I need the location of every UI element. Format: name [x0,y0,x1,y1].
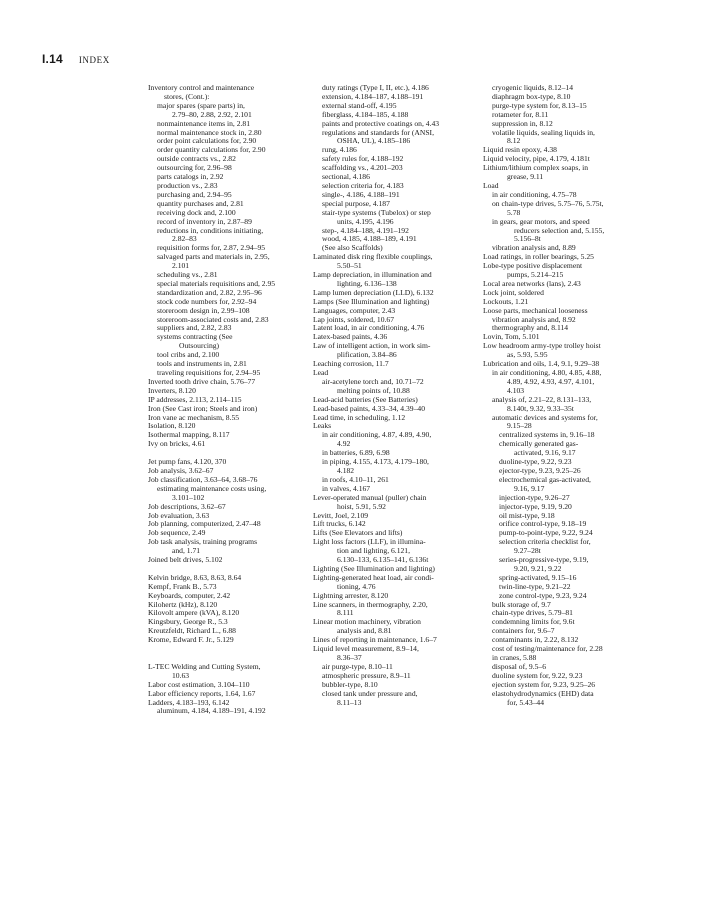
index-subentry: analysis and, 8.81 [337,626,392,636]
index-subentry: vibration analysis and, 8.89 [492,243,576,253]
index-subentry: elastohydrodynamics (EHD) data [492,688,594,698]
index-entry: Load [483,180,499,190]
index-subentry: 5.50–51 [337,261,362,271]
index-subentry: order quantity calculations for, 2.90 [157,145,266,155]
index-subentry: salvaged parts and materials in, 2.95, [157,252,270,262]
index-subentry: pump-to-point-type, 9.22, 9.24 [499,528,593,538]
index-subentry: production vs., 2.83 [157,180,218,190]
index-entry: Lamp lumen depreciation (LLD), 6.132 [313,287,434,297]
index-entry: Kingsbury, George R., 5.3 [148,617,228,627]
index-entry: Light loss factors (LLF), in illumina- [313,537,426,547]
index-entry: Joined belt drives, 5.102 [148,555,223,565]
index-entry: Liquid level measurement, 8.9–14, [313,644,419,654]
index-subentry: ejection system for, 9.23, 9.25–26 [492,679,596,689]
index-entry: Kilohertz (kHz), 8.120 [148,599,218,609]
index-entry: Lead time, in scheduling, 1.12 [313,412,406,422]
index-entry: IP addresses, 2.113, 2.114–115 [148,394,242,404]
index-subentry: 6.130–133, 6.135–141, 6.136t [337,555,429,565]
index-subentry: in batteries, 6.89, 6.98 [322,448,390,458]
index-entry: Lap joints, soldered, 10.67 [313,314,394,324]
index-entry: Iron vane ac mechanism, 8.55 [148,412,240,422]
index-subentry: tool cribs and, 2.100 [157,350,220,360]
index-subentry: plification, 3.84–86 [337,350,397,360]
index-subentry: reductions in, conditions initiating, [157,225,264,235]
index-entry: Lock joint, soldered [483,287,544,297]
index-subentry: thermography and, 8.114 [492,323,569,333]
index-entry: Krome, Edward F. Jr., 5.129 [148,635,234,645]
index-subentry: storeroom-associated costs and, 2.83 [157,314,269,324]
index-entry: Liquid resin epoxy, 4.38 [483,145,557,155]
index-entry: Latex-based paints, 4.36 [313,332,388,342]
index-entry: Kempf, Frank B., 5.73 [148,581,217,591]
index-subentry: atmospheric pressure, 8.9–11 [322,670,411,680]
index-subentry: selection criteria checklist for, [499,537,591,547]
index-subentry: duoline system for, 9.22, 9.23 [492,670,583,680]
index-subentry: in air conditioning, 4.87, 4.89, 4.90, [322,430,432,440]
index-subentry: air-acetylene torch and, 10.71–72 [322,376,424,386]
index-subentry: closed tank under pressure and, [322,688,418,698]
index-entry: Lamp depreciation, in illumination and [313,270,432,280]
index-entry: Load ratings, in roller bearings, 5.25 [483,252,594,262]
index-subentry: sectional, 4.186 [322,172,370,182]
index-entry: Linear motion machinery, vibration [313,617,421,627]
index-subentry: volatile liquids, sealing liquids in, [492,127,595,137]
index-entry: Local area networks (lans), 2.43 [483,278,581,288]
index-subentry: rotameter for, 8.11 [492,109,549,119]
index-entry: Job task analysis, training programs [148,537,258,547]
index-subentry: orifice control-type, 9.18–19 [499,519,587,529]
index-gap [148,645,303,654]
index-subentry: systems contracting (See [157,332,233,342]
index-entry: Lifts (See Elevators and lifts) [313,528,403,538]
index-entry: Levitt, Joel, 2.109 [313,510,369,520]
index-subentry: in cranes, 5.88 [492,653,537,662]
index-subentry: parts catalogs in, 2.92 [157,172,224,182]
index-subentry: reducers selection and, 5.155, [514,225,605,235]
index-subentry: duty ratings (Type I, II, etc.), 4.186 [322,83,429,92]
index-entry: Lamps (See Illumination and lighting) [313,296,430,306]
index-subentry: estimating maintenance costs using, [157,483,267,493]
index-subentry: ejector-type, 9.23, 9.25–26 [499,465,581,475]
index-subentry: selection criteria for, 4.183 [322,180,404,190]
index-subentry: major spares (spare parts) in, [157,100,245,110]
index-subentry: 8.12 [507,136,521,146]
index-subentry: bulk storage of, 9.7 [492,599,551,609]
index-column-1 [148,84,303,716]
index-subentry: OSHA, UL), 4.185–186 [337,136,411,146]
index-subentry: in piping, 4.155, 4.173, 4.179–180, [322,457,429,467]
index-subentry: centralized systems in, 9.16–18 [499,430,595,440]
index-subentry: stock code numbers for, 2.92–94 [157,296,257,306]
index-subentry: series-progressive-type, 9.19, [499,555,589,565]
index-subentry: contaminants in, 2.22, 8.132 [492,635,579,645]
index-subentry: special purpose, 4.187 [322,198,390,208]
index-column-2 [313,84,478,707]
index-subentry: (See also Scaffolds) [322,243,383,253]
index-subentry: tools and instruments in, 2.81 [157,359,247,369]
section-title: INDEX [78,55,110,65]
index-subentry: for, 5.43–44 [507,697,545,707]
index-subentry: twin-line-type, 9.21–22 [499,581,571,591]
index-subentry: lighting, 6.136–138 [337,278,397,288]
index-subentry: step-, 4.184–188, 4.191–192 [322,225,409,235]
index-subentry: external stand-off, 4.195 [322,100,397,110]
index-subentry: record of inventory in, 2.87–89 [157,216,252,226]
index-subentry: aluminum, 4.184, 4.189–191, 4.192 [157,706,266,716]
index-subentry: suppliers and, 2.82, 2.83 [157,323,232,333]
index-subentry: cost of testing/maintenance for, 2.28 [492,644,603,654]
index-entry: Job planning, computerized, 2.47–48 [148,519,261,529]
index-subentry: 9.27–28t [514,546,541,556]
index-subentry: wood, 4.185, 4.188–189, 4.191 [322,234,417,244]
index-entry: Kreutzfeldt, Richard L., 6.88 [148,626,236,636]
index-subentry: paints and protective coatings on, 4.43 [322,118,440,128]
index-subentry: 10.63 [172,670,190,680]
index-subentry: duoline-type, 9.22, 9.23 [499,457,572,467]
index-subentry: 5.156–8t [514,234,541,244]
index-subentry: 3.101–102 [172,492,205,502]
index-entry: Lift trucks, 6.142 [313,519,366,529]
index-subentry: automatic devices and systems for, [492,412,598,422]
index-entry: Lines of reporting in maintenance, 1.6–7 [313,635,437,645]
index-entry: Job sequence, 2.49 [148,528,206,538]
index-subentry: 9.15–28 [507,421,532,431]
index-subentry: 9.16, 9.17 [514,483,545,493]
index-subentry: activated, 9.16, 9.17 [514,448,576,458]
index-subentry: storeroom design in, 2.99–108 [157,305,250,315]
index-subentry: analysis of, 2.21–22, 8.131–133, [492,394,592,404]
index-subentry: 4.182 [337,465,355,475]
index-subentry: cryogenic liquids, 8.12–14 [492,83,573,92]
index-subentry: requisition forms for, 2.87, 2.94–95 [157,243,266,253]
index-subentry: zone control-type, 9.23, 9.24 [499,590,587,600]
index-subentry: containers for, 9.6–7 [492,626,555,636]
index-subentry: receiving dock and, 2.100 [157,207,236,217]
index-subentry: Outsourcing) [179,341,220,351]
index-subentry: 2.79–80, 2.88, 2.92, 2.101 [172,109,252,119]
index-subentry: order point calculations for, 2.90 [157,136,257,146]
index-entry: Lighting (See Illumination and lighting) [313,563,435,573]
index-subentry: outside contracts vs., 2.82 [157,154,236,164]
index-entry: Labor efficiency reports, 1.64, 1.67 [148,688,256,698]
index-subentry: injector-type, 9.19, 9.20 [499,501,572,511]
index-entry: Liquid velocity, pipe, 4.179, 4.181t [483,154,590,164]
page-number: I.14 [42,52,63,66]
index-subentry: melting points of, 10.88 [337,385,410,395]
index-subentry: 8.111 [337,608,354,618]
index-subentry: diaphragm box-type, 8.10 [492,91,571,101]
index-subentry: on chain-type drives, 5.75–76, 5.75t, [492,198,604,208]
index-entry: Lighting-generated heat load, air condi- [313,572,434,582]
index-entry: Inventory control and maintenance [148,83,255,92]
index-subentry: 8.11–13 [337,697,362,707]
index-entry: Latent load, in air conditioning, 4.76 [313,323,425,333]
index-subentry: 2.82–83 [172,234,197,244]
index-subentry: 2.101 [172,261,190,271]
index-subentry: units, 4.195, 4.196 [337,216,394,226]
index-entry: Lever-operated manual (puller) chain [313,492,427,502]
index-entry: Inverted tooth drive chain, 5.76–77 [148,376,256,386]
page-header [42,52,110,66]
index-entry: Leaching corrosion, 11.7 [313,359,389,369]
index-entry: Loose parts, mechanical looseness [483,305,588,315]
index-entry: Lockouts, 1.21 [483,296,529,306]
index-subentry: disposal of, 9.5–6 [492,661,546,671]
index-subentry: 8.140t, 9.32, 9.33–35t [507,403,574,413]
index-entry: Inverters, 8.120 [148,385,196,395]
index-subentry: normal maintenance stock in, 2.80 [157,127,262,137]
index-entry: Languages, computer, 2.43 [313,305,396,315]
index-column-3 [483,84,658,707]
index-subentry: suppression in, 8.12 [492,118,553,128]
index-entry: Lead-acid batteries (See Batteries) [313,394,418,404]
index-subentry: regulations and standards for (ANSI, [322,127,434,137]
index-subentry: in air conditioning, 4.80, 4.85, 4.88, [492,368,602,377]
index-subentry: traveling requisitions for, 2.94–95 [157,368,261,377]
index-subentry: tion and lighting, 6.121, [337,546,410,556]
index-subentry: 8.36–37 [337,653,362,662]
index-subentry: 4.89, 4.92, 4.93, 4.97, 4.101, [507,376,595,386]
index-entry: Job evaluation, 3.63 [148,510,210,520]
index-subentry: nonmaintenance items in, 2.81 [157,118,251,128]
index-entry: Kilovolt ampere (kVA), 8.120 [148,608,240,618]
index-entry: Labor cost estimation, 3.104–110 [148,679,250,689]
index-subentry: chemically generated gas- [499,439,579,449]
index-entry: L-TEC Welding and Cutting System, [148,661,261,671]
index-entry: Lead [313,368,329,377]
index-entry: Lobe-type positive displacement [483,261,583,271]
index-subentry: oil mist-type, 9.18 [499,510,555,520]
index-subentry: rung, 4.186 [322,145,357,155]
index-entry: Lead-based paints, 4.33–34, 4.39–40 [313,403,425,413]
index-subentry: extension, 4.184–187, 4.188–191 [322,91,424,101]
index-subentry: condemning limits for, 9.6t [492,617,575,627]
index-subentry: standardization and, 2.82, 2.95–96 [157,287,262,297]
index-entry: Low headroom army-type trolley hoist [483,341,601,351]
index-subentry: in gears, gear motors, and speed [492,216,590,226]
index-subentry: grease, 9.11 [507,172,544,182]
index-subentry: spring-activated, 9.15–16 [499,572,577,582]
index-subentry: pumps, 5.214–215 [507,270,564,280]
index-entry: Laminated disk ring flexible couplings, [313,252,433,262]
index-subentry: special materials requisitions and, 2.95 [157,278,276,288]
index-entry: Isothermal mapping, 8.117 [148,430,230,440]
index-subentry: single-, 4.186, 4.188–191 [322,189,400,199]
index-subentry: scheduling vs., 2.81 [157,270,218,280]
index-subentry: hoist, 5.91, 5.92 [337,501,386,511]
index-entry: Iron (See Cast iron; Steels and iron) [148,403,258,413]
index-subentry: purge-type system for, 8.13–15 [492,100,587,110]
index-subentry: chain-type drives, 5.79–81 [492,608,573,618]
index-subentry: outsourcing for, 2.96–98 [157,163,232,173]
index-entry: Lithium/lithium complex soaps, in [483,163,589,173]
index-subentry: 5.78 [507,207,521,217]
index-entry: Lightning arrester, 8.120 [313,590,389,600]
index-subentry: stores, (Cont.): [164,91,210,101]
index-subentry: 9.20, 9.21, 9.22 [514,563,562,573]
index-subentry: 4.92 [337,439,351,449]
index-entry: Lovin, Tom, 5.101 [483,332,540,342]
index-entry: Isolation, 8.120 [148,421,196,431]
index-subentry: in valves, 4.167 [322,483,371,493]
index-subentry: fiberglass, 4.184–185, 4.188 [322,109,409,119]
index-subentry: electrochemical gas-activated, [499,474,591,484]
index-subentry: stair-type systems (Tubelox) or step [322,207,431,217]
index-subentry: air purge-type, 8.10–11 [322,661,393,671]
index-subentry: as, 5.93, 5.95 [507,350,548,360]
index-entry: Kelvin bridge, 8.63, 8.63, 8.64 [148,572,242,582]
index-entry: Line scanners, in thermography, 2.20, [313,599,428,609]
index-entry: Ladders, 4.183–193, 6.142 [148,697,230,707]
index-subentry: vibration analysis and, 8.92 [492,314,576,324]
index-subentry: injection-type, 9.26–27 [499,492,570,502]
index-entry: Leaks [313,421,332,431]
index-subentry: bubbler-type, 8.10 [322,679,378,689]
index-subentry: tioning, 4.76 [337,581,376,591]
index-entry: Job classification, 3.63–64, 3.68–76 [148,474,258,484]
index-subentry: in roofs, 4.10–11, 261 [322,474,389,484]
index-subentry: purchasing and, 2.94–95 [157,189,232,199]
index-subentry: scaffolding vs., 4.201–203 [322,163,403,173]
index-entry: Law of intelligent action, in work sim- [313,341,431,351]
index-entry: Ivy on bricks, 4.61 [148,439,206,449]
index-subentry: in air conditioning, 4.75–78 [492,189,577,199]
index-entry: Job analysis, 3.62–67 [148,465,214,475]
index-entry: Job descriptions, 3.62–67 [148,501,226,511]
index-entry: Jet pump fans, 4.120, 370 [148,457,227,467]
index-subentry: safety rules for, 4.188–192 [322,154,404,164]
index-subentry: quantity purchases and, 2.81 [157,198,244,208]
index-subentry: and, 1.71 [172,546,201,556]
index-entry: Keyboards, computer, 2.42 [148,590,231,600]
index-subentry: 4.103 [507,385,525,395]
index-entry: Lubrication and oils, 1.4, 9.1, 9.29–38 [483,359,600,369]
